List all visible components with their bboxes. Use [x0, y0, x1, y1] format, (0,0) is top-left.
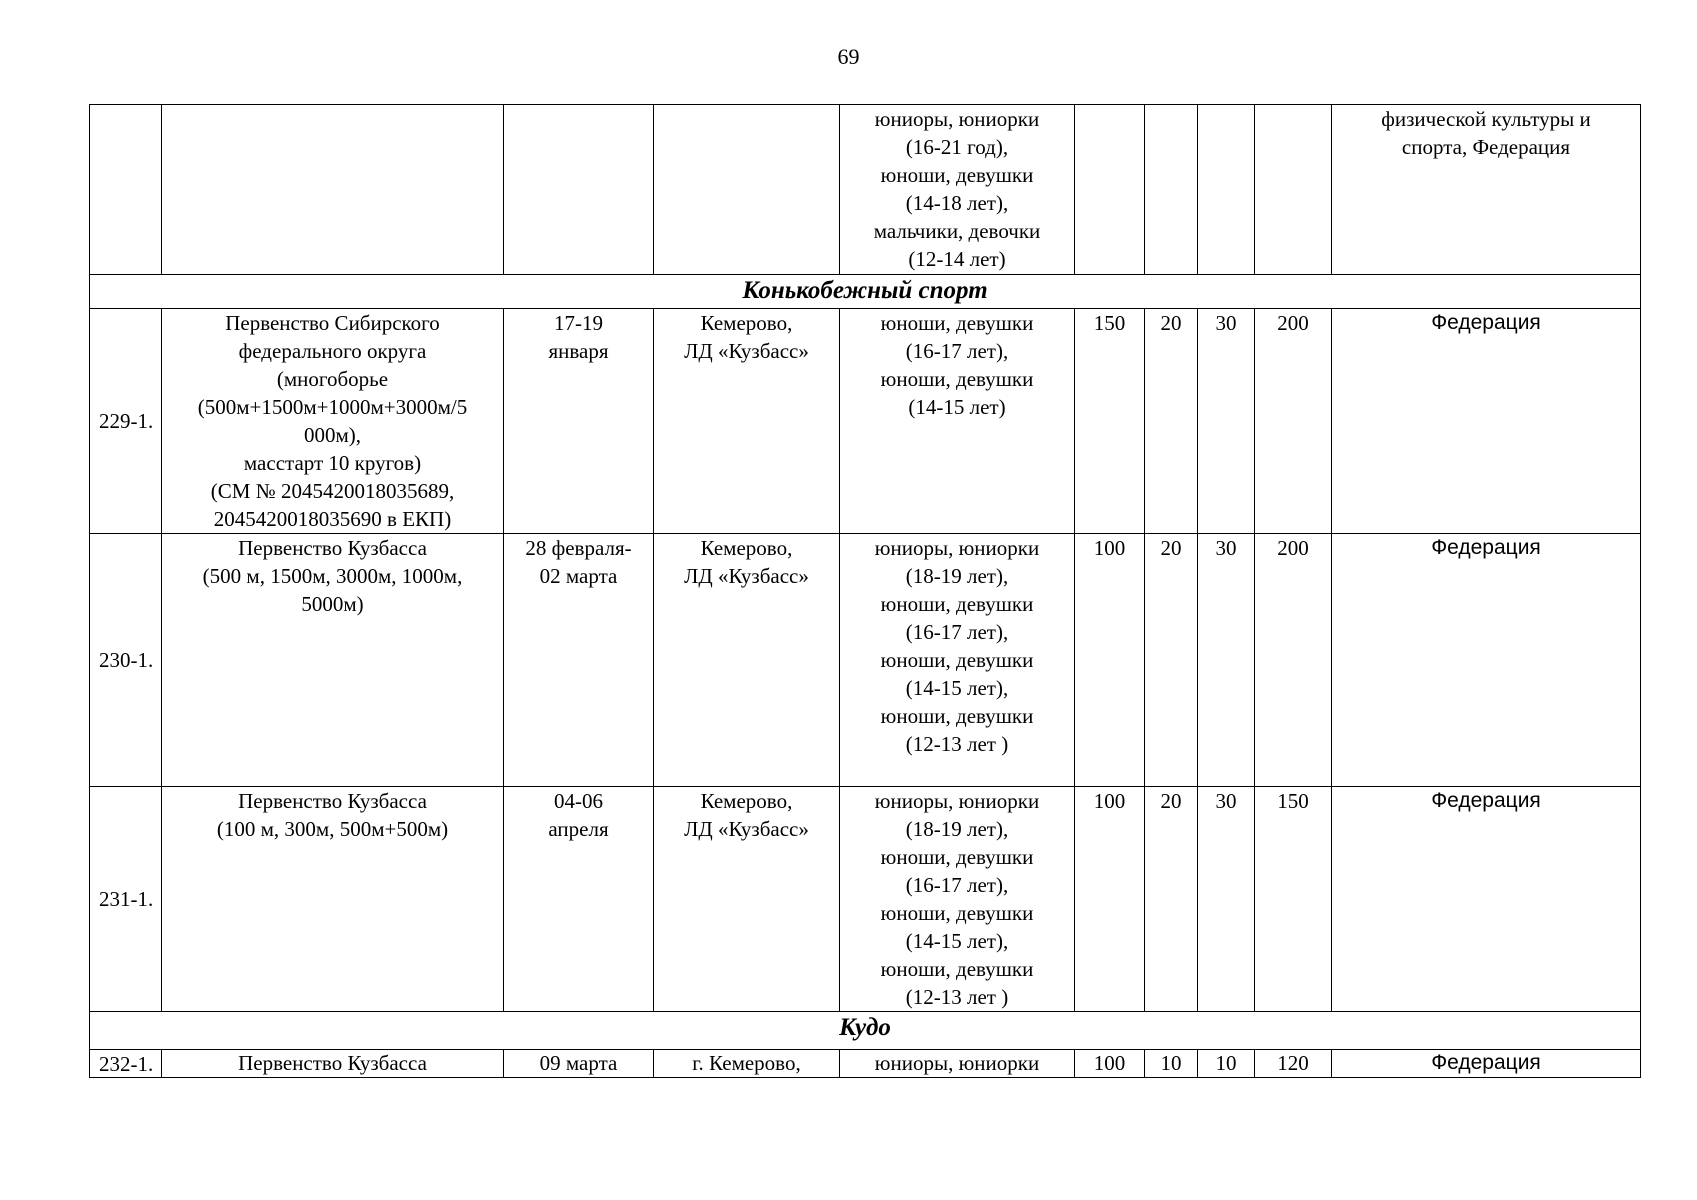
cell-count-2: 20 — [1145, 309, 1198, 534]
section-header-row — [90, 1012, 1641, 1050]
cell-organizer: Федерация — [1332, 1050, 1641, 1078]
cell-count-4: 150 — [1255, 787, 1332, 1012]
cell-dates: 28 февраля- 02 марта — [504, 534, 654, 787]
cell-event: Первенство Кузбасса (100 м, 300м, 500м+500м) — [162, 787, 504, 1012]
cell-count-4: 200 — [1255, 309, 1332, 534]
table-row — [90, 105, 1641, 275]
section-header-row — [90, 275, 1641, 309]
cell-dates: 09 марта — [504, 1050, 654, 1078]
table-row — [90, 534, 1641, 787]
events-table — [89, 104, 1641, 1078]
cell-event: Первенство Кузбасса (500 м, 1500м, 3000м, 1000м, 5000м) — [162, 534, 504, 787]
cell-count-3: 30 — [1198, 309, 1255, 534]
cell-num — [90, 105, 162, 275]
cell-organizer: Федерация — [1332, 787, 1641, 1012]
cell-participants: юниоры, юниорки — [840, 1050, 1075, 1078]
table-row — [90, 309, 1641, 534]
cell-num: 231-1. — [90, 787, 162, 1012]
cell-dates: 04-06 апреля — [504, 787, 654, 1012]
cell-dates — [504, 105, 654, 275]
page-number: 69 — [837, 44, 860, 69]
cell-participants: юниоры, юниорки (16-21 год), юноши, девушки (14-18 лет), мальчики, девочки (12-14 лет) — [840, 105, 1075, 275]
cell-count-3: 10 — [1198, 1050, 1255, 1078]
cell-participants: юниоры, юниорки (18-19 лет), юноши, девушки (16-17 лет), юноши, девушки (14-15 лет), юноши, девушки (12-13 лет ) — [840, 787, 1075, 1012]
cell-place: г. Кемерово, — [654, 1050, 840, 1078]
cell-count-2 — [1145, 105, 1198, 275]
cell-organizer: Федерация — [1332, 534, 1641, 787]
cell-event: Первенство Кузбасса — [162, 1050, 504, 1078]
cell-count-1: 100 — [1075, 1050, 1145, 1078]
cell-count-2: 20 — [1145, 787, 1198, 1012]
cell-event — [162, 105, 504, 275]
section-title: Конькобежный спорт — [90, 275, 1641, 309]
cell-num: 229-1. — [90, 309, 162, 534]
cell-count-4: 120 — [1255, 1050, 1332, 1078]
cell-dates: 17-19 января — [504, 309, 654, 534]
table-row — [90, 1050, 1641, 1078]
cell-count-1 — [1075, 105, 1145, 275]
cell-place — [654, 105, 840, 275]
cell-participants: юноши, девушки (16-17 лет), юноши, девушки (14-15 лет) — [840, 309, 1075, 534]
cell-organizer: физической культуры и спорта, Федерация — [1332, 105, 1641, 275]
cell-num: 232-1. — [90, 1050, 162, 1078]
cell-organizer: Федерация — [1332, 309, 1641, 534]
table-row — [90, 787, 1641, 1012]
cell-count-1: 100 — [1075, 534, 1145, 787]
cell-place: Кемерово, ЛД «Кузбасс» — [654, 534, 840, 787]
cell-count-1: 100 — [1075, 787, 1145, 1012]
cell-count-1: 150 — [1075, 309, 1145, 534]
cell-count-2: 10 — [1145, 1050, 1198, 1078]
cell-place: Кемерово, ЛД «Кузбасс» — [654, 309, 840, 534]
cell-event: Первенство Сибирского федерального округа (многоборье (500м+1500м+1000м+3000м/5 000м), масстарт 10 кругов) (СМ № 2045420018035689, 2045420018035690 в ЕКП) — [162, 309, 504, 534]
cell-count-4: 200 — [1255, 534, 1332, 787]
cell-count-2: 20 — [1145, 534, 1198, 787]
cell-count-3: 30 — [1198, 787, 1255, 1012]
cell-place: Кемерово, ЛД «Кузбасс» — [654, 787, 840, 1012]
cell-count-3: 30 — [1198, 534, 1255, 787]
cell-participants: юниоры, юниорки (18-19 лет), юноши, девушки (16-17 лет), юноши, девушки (14-15 лет), юноши, девушки (12-13 лет ) — [840, 534, 1075, 787]
cell-count-4 — [1255, 105, 1332, 275]
cell-num: 230-1. — [90, 534, 162, 787]
cell-count-3 — [1198, 105, 1255, 275]
section-title: Кудо — [90, 1012, 1641, 1050]
